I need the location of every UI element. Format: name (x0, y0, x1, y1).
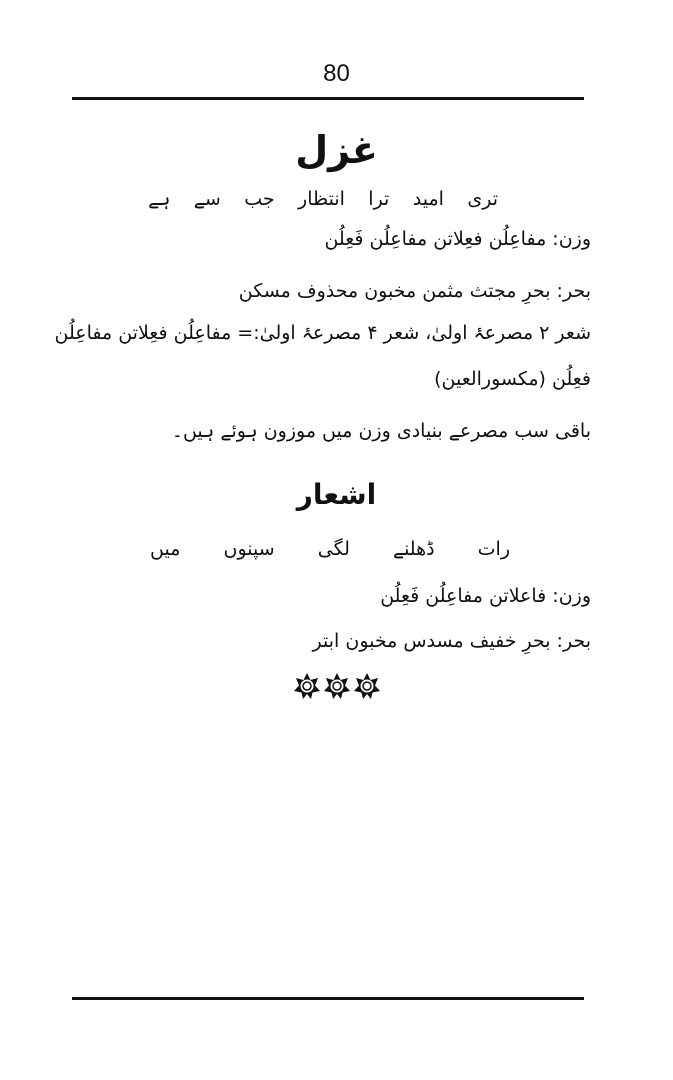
ornament-row (0, 672, 673, 700)
misra-word: لگی (317, 538, 350, 560)
ghazal-misra (148, 188, 498, 210)
ashaar-wazn: وزن: فاعلاتن مفاعِلُن فَعِلُن (380, 585, 591, 607)
misra-word: رات (477, 538, 510, 560)
star-rosette-icon (323, 672, 351, 700)
misra-word: سپنوں (223, 538, 275, 560)
ghazal-note-line1: شعر ۲ مصرعۂ اولیٰ، شعر ۴ مصرعۂ اولیٰ:= مفاعِلُن فعِلاتن مفاعِلُن (54, 322, 591, 344)
ghazal-wazn: وزن: مفاعِلُن فعِلاتن مفاعِلُن فَعِلُن (324, 228, 591, 250)
page-number: 80 (323, 60, 350, 87)
ashaar-bahr: بحر: بحرِ خفیف مسدس مخبون ابتر (312, 630, 591, 652)
misra-word: جب (244, 188, 275, 210)
star-rosette-icon (293, 672, 321, 700)
misra-word: تری (467, 188, 498, 210)
bottom-rule (72, 997, 584, 1000)
misra-word: امید (412, 188, 444, 210)
ashaar-misra (150, 538, 510, 560)
misra-word: ہے (148, 188, 171, 210)
ghazal-bahr: بحر: بحرِ مجتث مثمن مخبون محذوف مسکن (238, 280, 591, 302)
misra-word: سے (193, 188, 221, 210)
page-title: غزل (295, 128, 378, 172)
misra-word: ڈھلنے (392, 538, 435, 560)
misra-word: ترا (368, 188, 390, 210)
top-rule (72, 97, 584, 100)
star-rosette-icon (353, 672, 381, 700)
misra-word: انتظار (298, 188, 345, 210)
misra-word: میں (150, 538, 181, 560)
ghazal-note-line3: باقی سب مصرعے بنیادی وزن میں موزون ہوئے ہیں۔ (171, 420, 591, 442)
ghazal-note-line2: فعِلُن (مکسورالعین) (434, 368, 591, 390)
ashaar-heading: اشعار (296, 478, 377, 511)
